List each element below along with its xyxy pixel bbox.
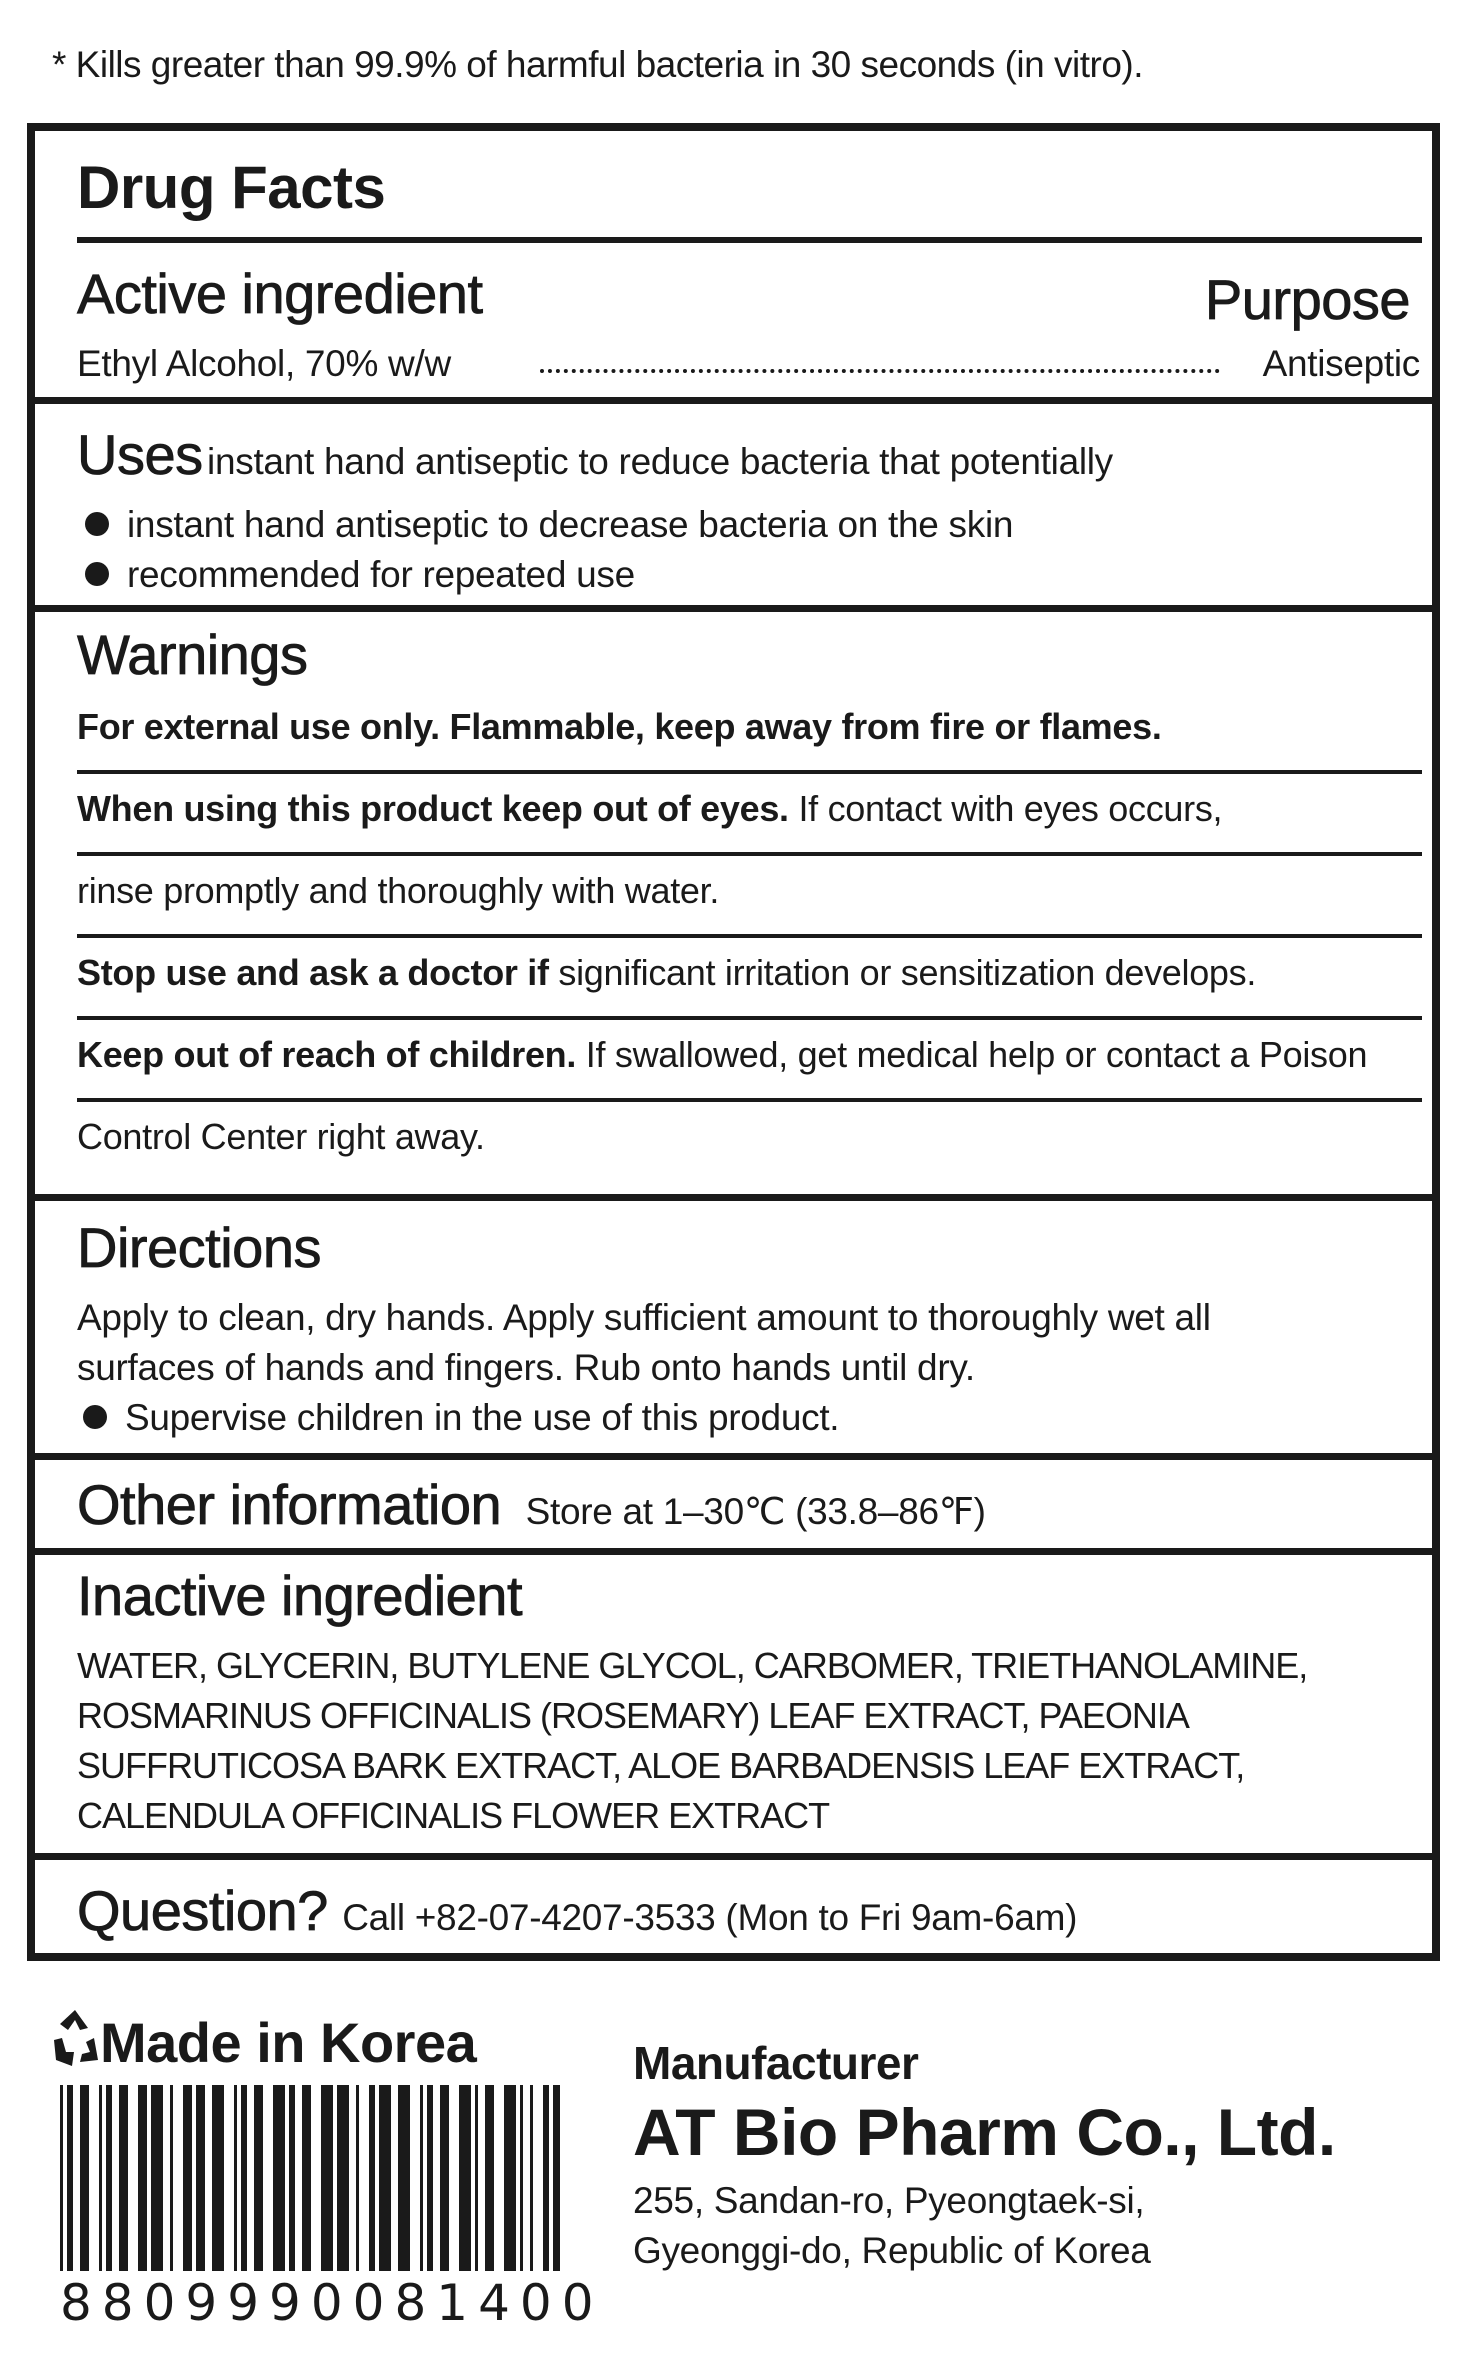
when-using-warning	[77, 788, 1222, 830]
barcode-number: 8809990081400	[60, 2274, 604, 2332]
warning-text: If contact with eyes occurs,	[798, 788, 1223, 829]
barcode-bar	[273, 2085, 285, 2271]
uses-section	[35, 404, 1432, 609]
external-use-warning: For external use only. Flammable, keep away from fire or flames.	[77, 706, 1162, 747]
warning-label: When using this product keep out of eyes.	[77, 788, 789, 829]
barcode-bar	[60, 2085, 63, 2271]
barcode-bar	[543, 2085, 549, 2271]
ingredient-name: Ethyl Alcohol, 70% w/w	[77, 343, 451, 384]
barcode-bar	[119, 2085, 128, 2271]
warning-label: Keep out of reach of children.	[77, 1034, 577, 1075]
question-section	[35, 1860, 1432, 1960]
section-separator	[35, 1194, 1432, 1201]
uses-intro: instant hand antiseptic to reduce bacteria that potentially	[207, 441, 1113, 482]
bullet-icon	[85, 562, 109, 586]
active-ingredient-section	[35, 131, 1432, 401]
warnings-section	[35, 612, 1432, 1196]
barcode-bar	[553, 2085, 560, 2271]
barcode-bar	[106, 2085, 112, 2271]
barcode-bar	[212, 2085, 224, 2271]
stop-use-warning	[77, 952, 1256, 994]
barcode-bar	[475, 2085, 478, 2271]
made-in-label: Made in Korea	[100, 2011, 477, 2074]
warning-text: significant irritation or sensitization develops.	[558, 952, 1257, 993]
barcode-bar	[289, 2085, 295, 2271]
directions-section	[35, 1201, 1432, 1453]
barcode-bar	[459, 2085, 471, 2271]
keep-out-warning	[77, 1034, 1367, 1076]
barcode-bar	[427, 2085, 433, 2271]
barcode-bar	[151, 2085, 163, 2271]
list-item	[85, 554, 635, 596]
barcode-bar	[504, 2085, 516, 2271]
section-separator	[35, 605, 1432, 612]
divider	[77, 852, 1422, 856]
barcode-bar	[379, 2085, 391, 2271]
drug-facts-panel	[27, 123, 1440, 1961]
section-separator	[35, 1548, 1432, 1555]
bullet-icon	[85, 512, 109, 536]
barcode	[60, 2085, 560, 2271]
barcode-bar	[321, 2085, 333, 2271]
divider	[77, 934, 1422, 938]
warnings-heading: Warnings	[77, 623, 308, 686]
manufacturer-address-line: Gyeonggi-do, Republic of Korea	[633, 2230, 1151, 2271]
bullet-icon	[83, 1405, 107, 1429]
inactive-line: WATER, GLYCERIN, BUTYLENE GLYCOL, CARBOMER, TRIETHANOLAMINE,	[77, 1645, 1308, 1686]
manufacturer-address-line: 255, Sandan-ro, Pyeongtaek-si,	[633, 2180, 1145, 2221]
barcode-bar	[440, 2085, 449, 2271]
list-item	[85, 504, 1013, 546]
other-information-section	[35, 1460, 1432, 1550]
barcode-bar	[67, 2085, 73, 2271]
warning-label: Stop use and ask a doctor if	[77, 952, 549, 993]
divider	[77, 237, 1422, 243]
barcode-bar	[485, 2085, 494, 2271]
barcode-bar	[369, 2085, 375, 2271]
barcode-bar	[170, 2085, 173, 2271]
purpose-heading: Purpose	[1204, 268, 1410, 331]
uses-heading: Uses	[77, 423, 203, 486]
question-heading: Question?	[77, 1879, 328, 1942]
section-separator	[35, 1853, 1432, 1860]
inactive-ingredient-heading: Inactive ingredient	[77, 1564, 523, 1627]
list-item-text: recommended for repeated use	[127, 554, 635, 595]
directions-line: surfaces of hands and fingers. Rub onto hands until dry.	[77, 1347, 975, 1388]
efficacy-note: * Kills greater than 99.9% of harmful bacteria in 30 seconds (in vitro).	[52, 44, 1144, 85]
barcode-bar	[398, 2085, 410, 2271]
leader-dots	[540, 369, 1220, 373]
barcode-bar	[196, 2085, 205, 2271]
barcode-bar	[420, 2085, 423, 2271]
barcode-bar	[80, 2085, 89, 2271]
barcode-bar	[530, 2085, 533, 2271]
inactive-ingredient-section	[35, 1555, 1432, 1855]
divider	[77, 1016, 1422, 1020]
keep-out-continued: Control Center right away.	[77, 1116, 485, 1157]
barcode-bar	[254, 2085, 263, 2271]
section-separator	[35, 1453, 1432, 1460]
divider	[77, 1098, 1422, 1102]
inactive-line: CALENDULA OFFICINALIS FLOWER EXTRACT	[77, 1795, 830, 1836]
directions-heading: Directions	[77, 1216, 321, 1279]
barcode-bar	[234, 2085, 237, 2271]
question-contact: Call +82-07-4207-3533 (Mon to Fri 9am-6am)	[342, 1897, 1078, 1938]
when-using-continued: rinse promptly and thoroughly with water.	[77, 870, 720, 911]
storage-text: Store at 1–30℃ (33.8–86℉)	[525, 1491, 986, 1532]
manufacturer-label: Manufacturer	[633, 2037, 919, 2089]
barcode-bar	[520, 2085, 523, 2271]
other-information-heading: Other information	[77, 1473, 502, 1536]
barcode-bar	[138, 2085, 147, 2271]
barcode-bar	[337, 2085, 349, 2271]
barcode-bar	[183, 2085, 192, 2271]
list-item	[83, 1397, 839, 1439]
inactive-line: ROSMARINUS OFFICINALIS (ROSEMARY) LEAF EXTRACT, PAEONIA	[77, 1695, 1189, 1736]
directions-line: Apply to clean, dry hands. Apply sufficient amount to thoroughly wet all	[77, 1297, 1211, 1338]
section-separator	[35, 397, 1432, 404]
drug-facts-title: Drug Facts	[77, 154, 386, 221]
barcode-bar	[241, 2085, 247, 2271]
barcode-bar	[356, 2085, 359, 2271]
manufacturer-name: AT Bio Pharm Co., Ltd.	[633, 2095, 1336, 2169]
ingredient-purpose: Antiseptic	[1262, 343, 1420, 384]
list-item-text: instant hand antiseptic to decrease bacteria on the skin	[127, 504, 1014, 545]
warning-text: If swallowed, get medical help or contact a Poison	[585, 1034, 1368, 1075]
list-item-text: Supervise children in the use of this product.	[125, 1397, 840, 1438]
recycle-icon	[50, 2008, 100, 2068]
barcode-bar	[302, 2085, 311, 2271]
divider	[77, 770, 1422, 774]
inactive-line: SUFFRUTICOSA BARK EXTRACT, ALOE BARBADENSIS LEAF EXTRACT,	[77, 1745, 1245, 1786]
active-ingredient-heading: Active ingredient	[77, 262, 483, 325]
barcode-bar	[99, 2085, 102, 2271]
